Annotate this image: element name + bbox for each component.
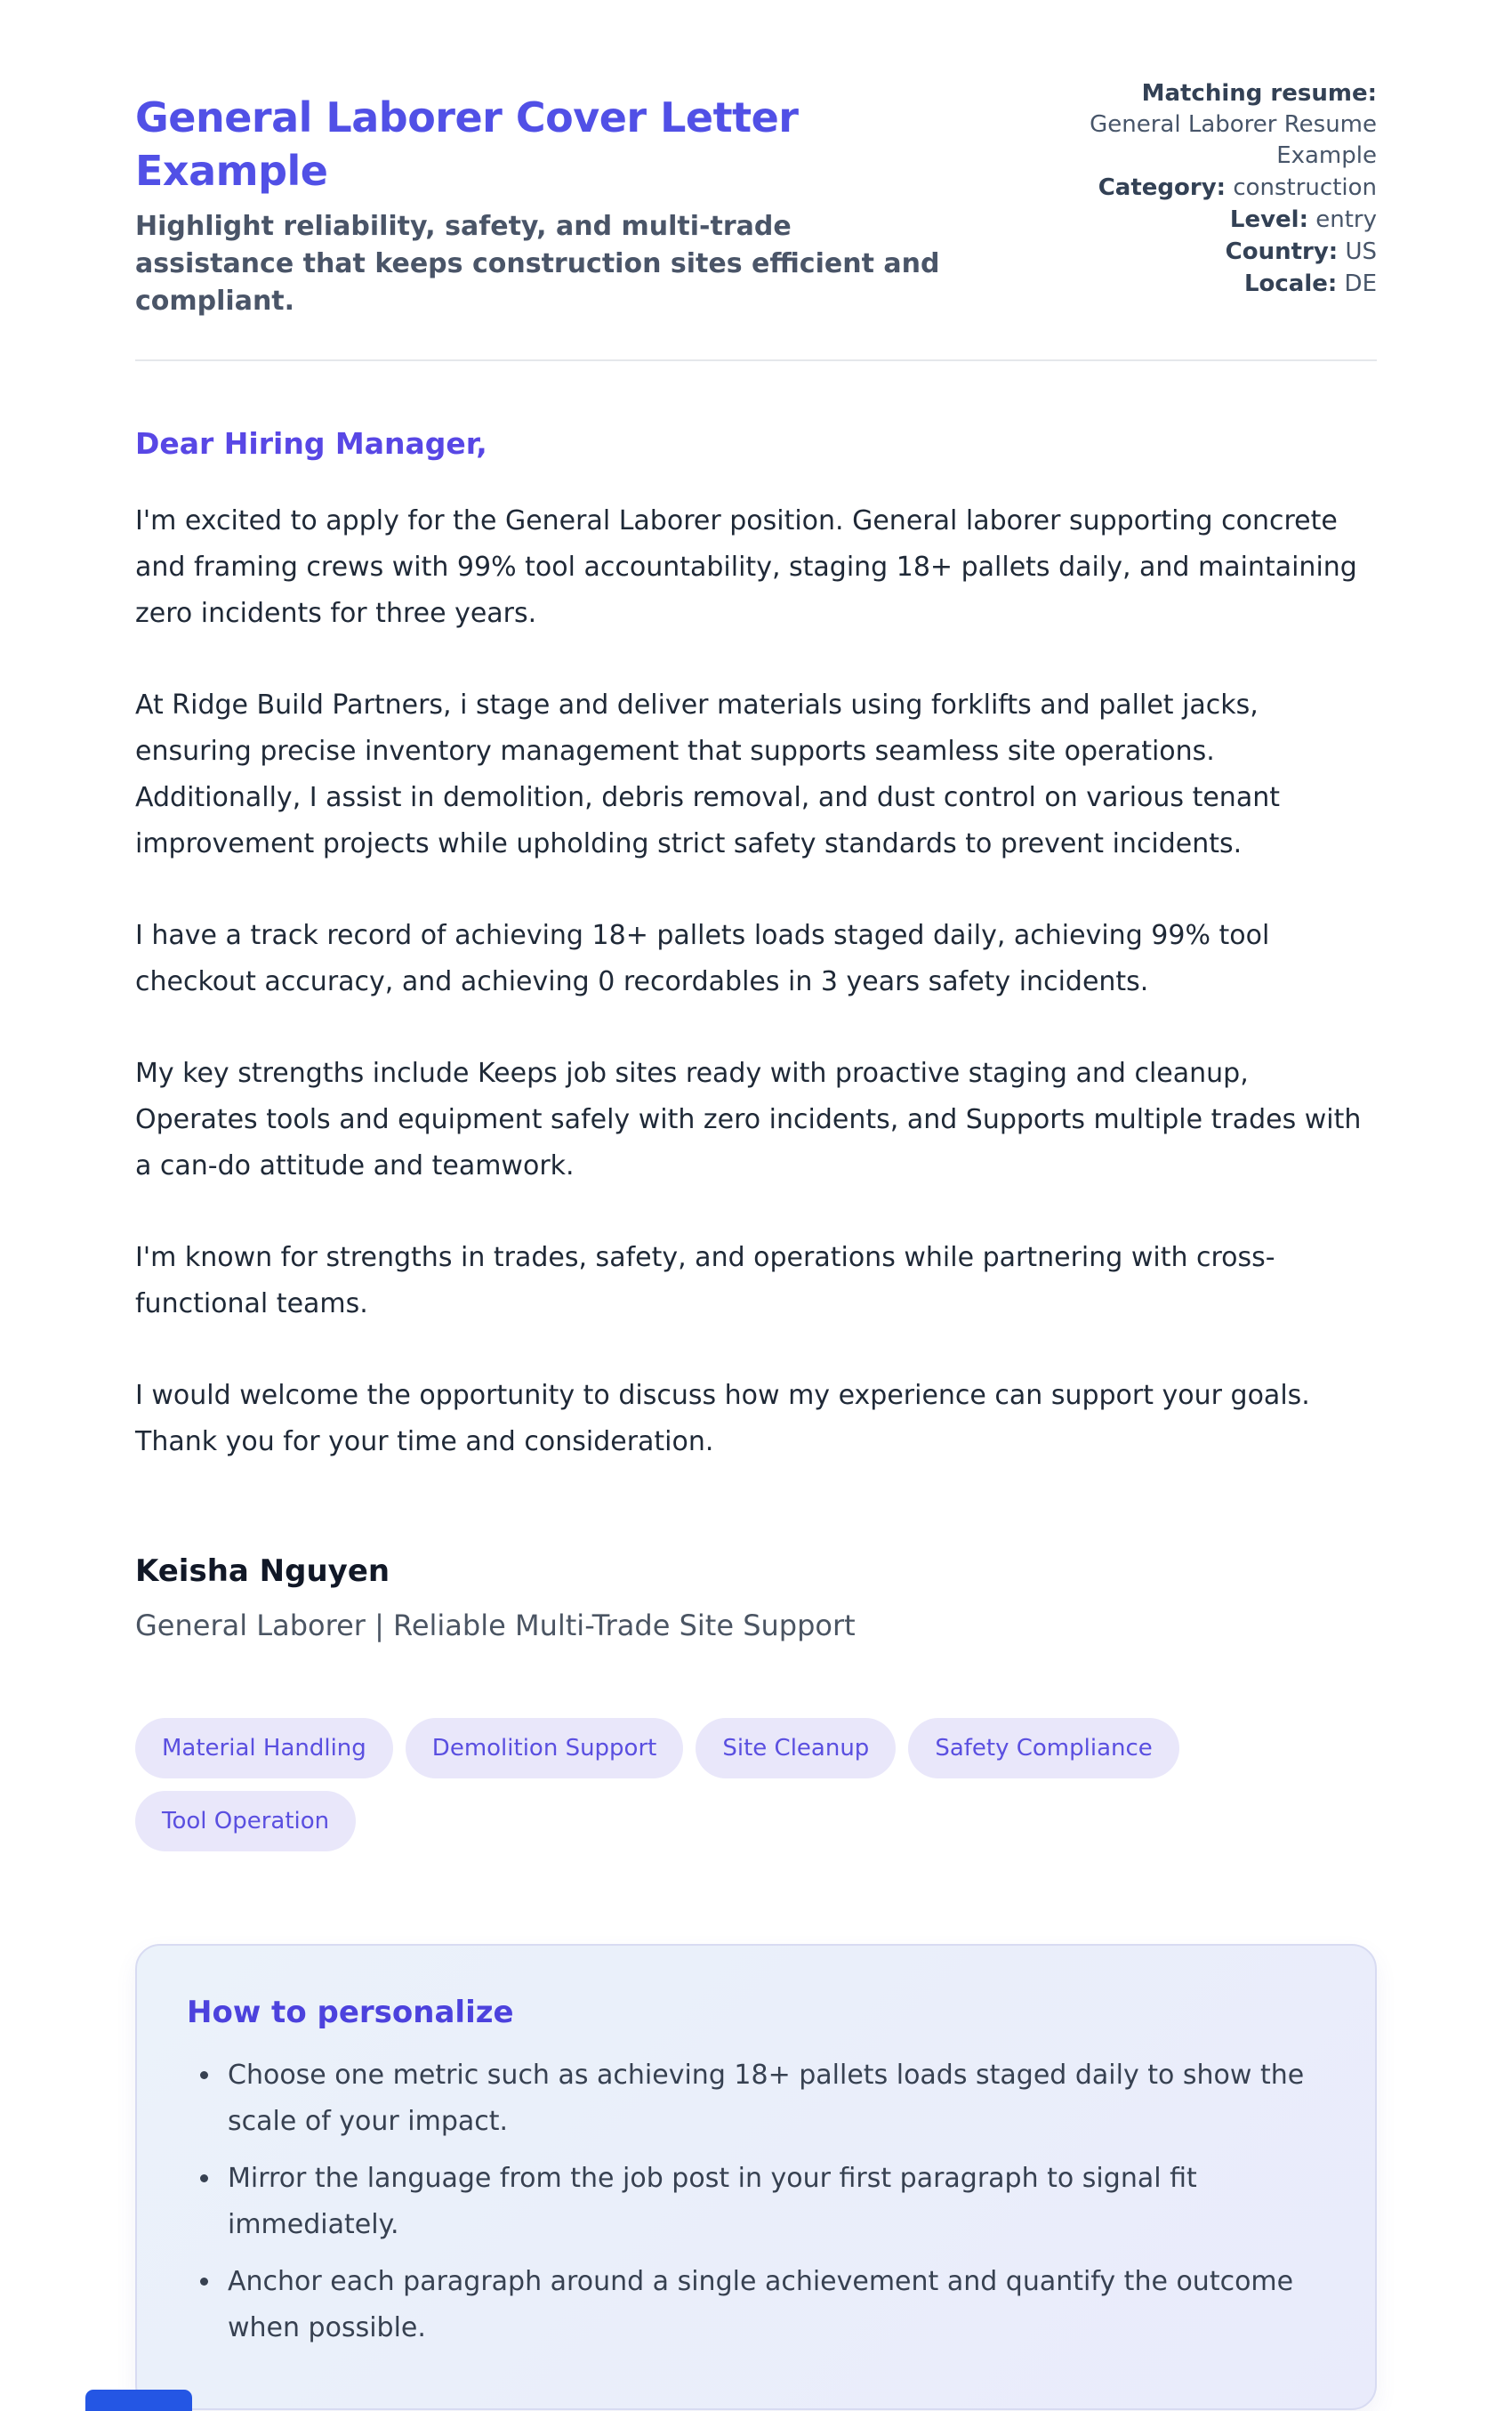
skill-tag-demolition-support: Demolition Support bbox=[406, 1718, 684, 1778]
meta-value: US bbox=[1345, 238, 1377, 265]
meta-label: Matching resume: bbox=[1141, 80, 1377, 107]
meta-label: Locale: bbox=[1243, 270, 1338, 297]
skill-tag-row bbox=[135, 1718, 1377, 1851]
personalize-tips-card bbox=[135, 1944, 1377, 2410]
meta-item-category bbox=[993, 173, 1377, 204]
letter-paragraph-4: My key strengths include Keeps job sites ready with proactive staging and cleanup, Operates tools and equipment safely with zero incidents, and Supports multiple trades with a can-do attitude and teamwork. bbox=[135, 1058, 1362, 1181]
meta-value: DE bbox=[1344, 270, 1377, 297]
header-title-block bbox=[135, 78, 980, 320]
header-divider bbox=[135, 359, 1377, 361]
meta-item-level bbox=[993, 205, 1377, 236]
meta-value: General Laborer Resume Example bbox=[1090, 111, 1377, 169]
skill-tag-material-handling: Material Handling bbox=[135, 1718, 393, 1778]
meta-item-country bbox=[993, 237, 1377, 268]
meta-label: Category: bbox=[1098, 174, 1226, 201]
letter-greeting: Dear Hiring Manager, bbox=[135, 426, 487, 461]
meta-value: entry bbox=[1315, 206, 1377, 233]
meta-value: construction bbox=[1233, 174, 1377, 201]
tips-list bbox=[187, 2052, 1325, 2351]
tip-item-2: • Mirror the language from the job post in your first paragraph to signal fit immediately. bbox=[222, 2156, 1325, 2248]
footer-cta-partial-button[interactable] bbox=[85, 2390, 192, 2411]
letter-paragraph-6: I would welcome the opportunity to discuss how my experience can support your goals. Thank you for your time and consideration. bbox=[135, 1380, 1310, 1457]
tip-item-1: • Choose one metric such as achieving 18+ pallets loads staged daily to show the scale of your impact. bbox=[222, 2052, 1325, 2145]
meta-item-matching-resume bbox=[993, 78, 1377, 172]
tip-item-3: • Anchor each paragraph around a single achievement and quantify the outcome when possible. bbox=[222, 2259, 1325, 2351]
letter-paragraph-1: I'm excited to apply for the General Laborer position. General laborer supporting concrete and framing crews with 99% tool accountability, staging 18+ pallets daily, and maintaining zero incidents for three years. bbox=[135, 505, 1357, 629]
letter-paragraph-5: I'm known for strengths in trades, safety, and operations while partnering with cross-functional teams. bbox=[135, 1242, 1275, 1319]
skill-tag-safety-compliance: Safety Compliance bbox=[908, 1718, 1178, 1778]
letter-paragraph-2: At Ridge Build Partners, i stage and deliver materials using forklifts and pallet jacks, ensuring precise inventory management that supports seamless site operations. Additionally, I assist in demolition, debris removal, and dust control on various tenant improvement projects while upholding strict safety standards to prevent incidents. bbox=[135, 689, 1280, 859]
meta-item-locale bbox=[993, 269, 1377, 300]
cover-letter-page bbox=[135, 0, 1377, 2410]
tips-heading: How to personalize bbox=[187, 1995, 514, 2030]
resume-meta-panel bbox=[993, 78, 1377, 301]
meta-label: Level: bbox=[1229, 206, 1308, 233]
page-title: General Laborer Cover Letter Example bbox=[135, 93, 799, 195]
page-subtitle: Highlight reliability, safety, and multi-trade assistance that keeps construction sites efficient and compliant. bbox=[135, 211, 940, 317]
signature-title: General Laborer | Reliable Multi-Trade Site Support bbox=[135, 1609, 856, 1642]
letter-body bbox=[135, 423, 1377, 1645]
page-header bbox=[135, 78, 1377, 320]
skill-tag-site-cleanup: Site Cleanup bbox=[696, 1718, 896, 1778]
skill-tag-tool-operation: Tool Operation bbox=[135, 1791, 356, 1851]
letter-paragraph-3: I have a track record of achieving 18+ pallets loads staged daily, achieving 99% tool checkout accuracy, and achieving 0 recordables in 3 years safety incidents. bbox=[135, 920, 1270, 997]
signature-name: Keisha Nguyen bbox=[135, 1553, 390, 1589]
meta-label: Country: bbox=[1225, 238, 1339, 265]
